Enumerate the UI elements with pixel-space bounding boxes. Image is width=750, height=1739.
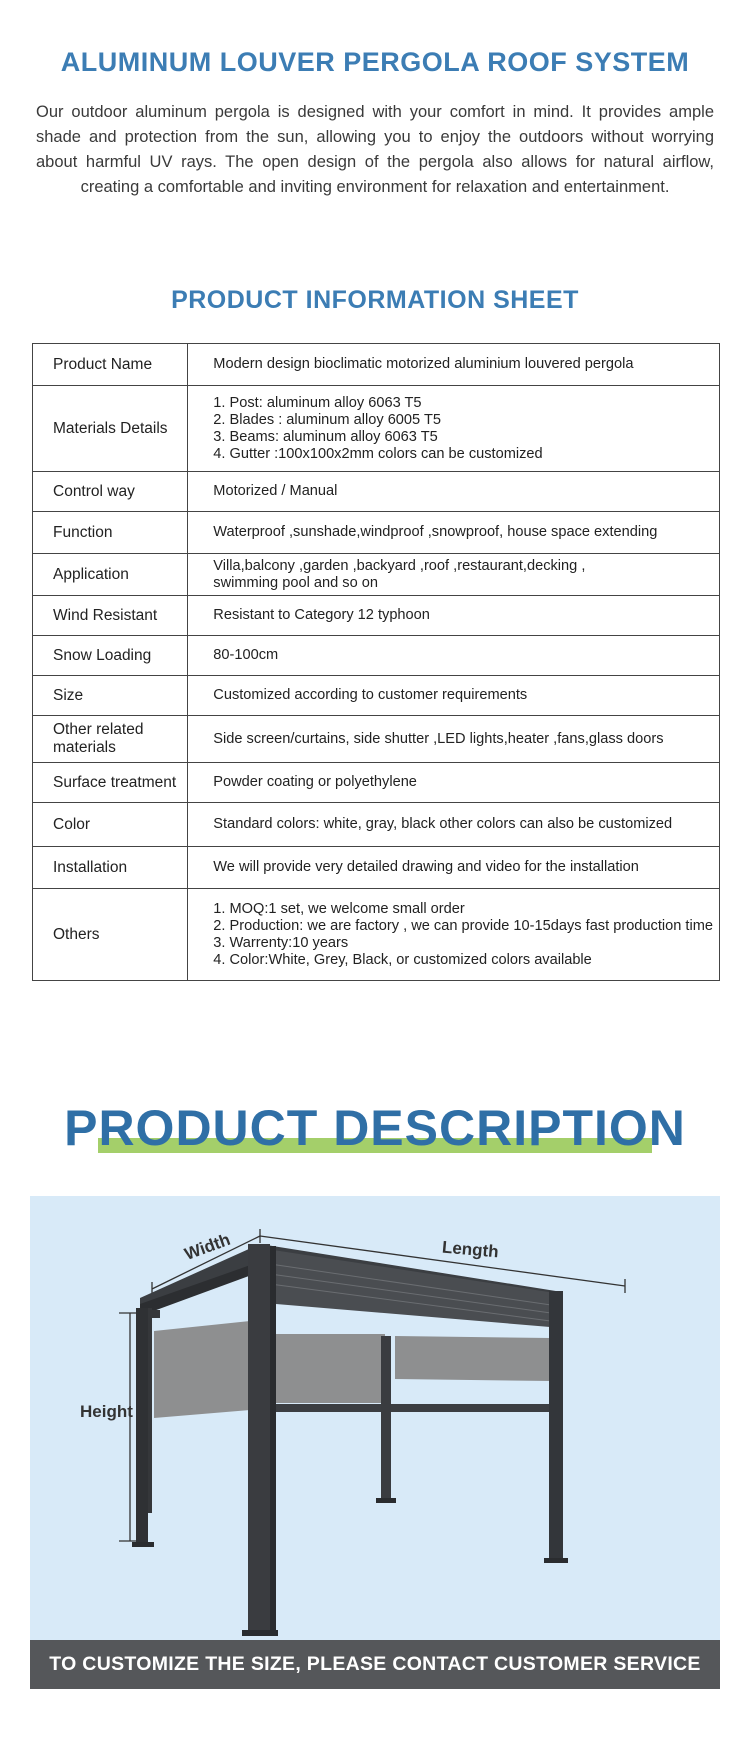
pergola-dimension-figure	[30, 1196, 720, 1688]
spec-value-line: We will provide very detailed drawing and video for the installation	[213, 859, 639, 875]
table-row	[33, 512, 720, 554]
spec-value-line: Motorized / Manual	[213, 483, 338, 499]
spec-value	[188, 472, 720, 512]
spec-label: Function	[33, 512, 188, 554]
table-row	[33, 763, 720, 803]
spec-value-line: swimming pool and so on	[213, 574, 378, 591]
spec-value-line: 3. Beams: aluminum alloy 6063 T5	[213, 428, 438, 445]
spec-value-line: Side screen/curtains, side shutter ,LED lights,heater ,fans,glass doors	[213, 730, 664, 747]
spec-value-line: 4. Gutter :100x100x2mm colors can be customized	[213, 445, 543, 462]
spec-value	[188, 763, 720, 803]
spec-value	[188, 847, 720, 889]
spec-value-line: Standard colors: white, gray, black other colors can also be customized	[213, 816, 673, 832]
spec-value	[188, 676, 720, 716]
table-row	[33, 554, 720, 596]
table-row	[33, 472, 720, 512]
spec-label: Materials Details	[33, 386, 188, 472]
spec-label: Wind Resistant	[33, 596, 188, 636]
spec-value-line: Powder coating or polyethylene	[213, 774, 417, 790]
spec-value	[188, 889, 720, 981]
table-row	[33, 889, 720, 981]
length-label: Length	[441, 1237, 500, 1262]
spec-label: Snow Loading	[33, 636, 188, 676]
spec-label: Size	[33, 676, 188, 716]
page-title: ALUMINUM LOUVER PERGOLA ROOF SYSTEM	[60, 47, 690, 77]
spec-value	[188, 554, 720, 596]
intro-paragraph: Our outdoor aluminum pergola is designed with your comfort in mind. It provides ample shade and protection from the sun, allowing you to enjoy the outdoors without worrying about harmful UV rays. The open design of the pergola also allows for natural airflow, creating a comfortable and inviting environment for relaxation and entertainment.	[36, 103, 714, 196]
width-label: Width	[182, 1229, 233, 1264]
spec-value	[188, 716, 720, 763]
spec-label: Other related materials	[33, 716, 188, 763]
table-row	[33, 596, 720, 636]
spec-label: Surface treatment	[33, 763, 188, 803]
spec-label: Installation	[33, 847, 188, 889]
spec-value-line: 4. Color:White, Grey, Black, or customized colors available	[213, 951, 592, 968]
table-row	[33, 636, 720, 676]
spec-label: Others	[33, 889, 188, 981]
spec-value-line: Villa,balcony ,garden ,backyard ,roof ,restaurant,decking ,	[213, 557, 586, 574]
spec-label: Product Name	[33, 344, 188, 386]
product-info-table	[32, 343, 720, 981]
spec-value-line: 2. Production: we are factory , we can provide 10-15days fast production time	[213, 917, 713, 934]
spec-label: Application	[33, 554, 188, 596]
spec-label: Control way	[33, 472, 188, 512]
description-title: PRODUCT DESCRIPTION	[64, 1100, 686, 1156]
spec-value-line: 1. MOQ:1 set, we welcome small order	[213, 900, 465, 917]
table-row	[33, 716, 720, 763]
contact-banner: TO CUSTOMIZE THE SIZE, PLEASE CONTACT CUSTOMER SERVICE	[30, 1640, 720, 1689]
spec-value-line: 3. Warrenty:10 years	[213, 934, 349, 951]
table-row	[33, 803, 720, 847]
table-row	[33, 676, 720, 716]
spec-label: Color	[33, 803, 188, 847]
height-label: Height	[80, 1402, 133, 1421]
table-row	[33, 344, 720, 386]
spec-value-line: 1. Post: aluminum alloy 6063 T5	[213, 394, 422, 411]
spec-value	[188, 803, 720, 847]
description-heading	[0, 1098, 750, 1158]
spec-value-line: Waterproof ,sunshade,windproof ,snowproof, house space extending	[213, 524, 658, 540]
spec-value	[188, 344, 720, 386]
sheet-title: PRODUCT INFORMATION SHEET	[171, 286, 579, 314]
table-row	[33, 847, 720, 889]
spec-value-line: Resistant to Category 12 typhoon	[213, 607, 430, 623]
spec-value	[188, 512, 720, 554]
spec-value-line: 80-100cm	[213, 647, 279, 663]
spec-value	[188, 596, 720, 636]
spec-value	[188, 636, 720, 676]
spec-value-line: Modern design bioclimatic motorized aluminium louvered pergola	[213, 356, 634, 372]
spec-value-line: 2. Blades : aluminum alloy 6005 T5	[213, 411, 441, 428]
table-row	[33, 386, 720, 472]
spec-value	[188, 386, 720, 472]
pergola-illustration	[30, 1196, 720, 1688]
spec-value-line: Customized according to customer requirements	[213, 687, 528, 703]
